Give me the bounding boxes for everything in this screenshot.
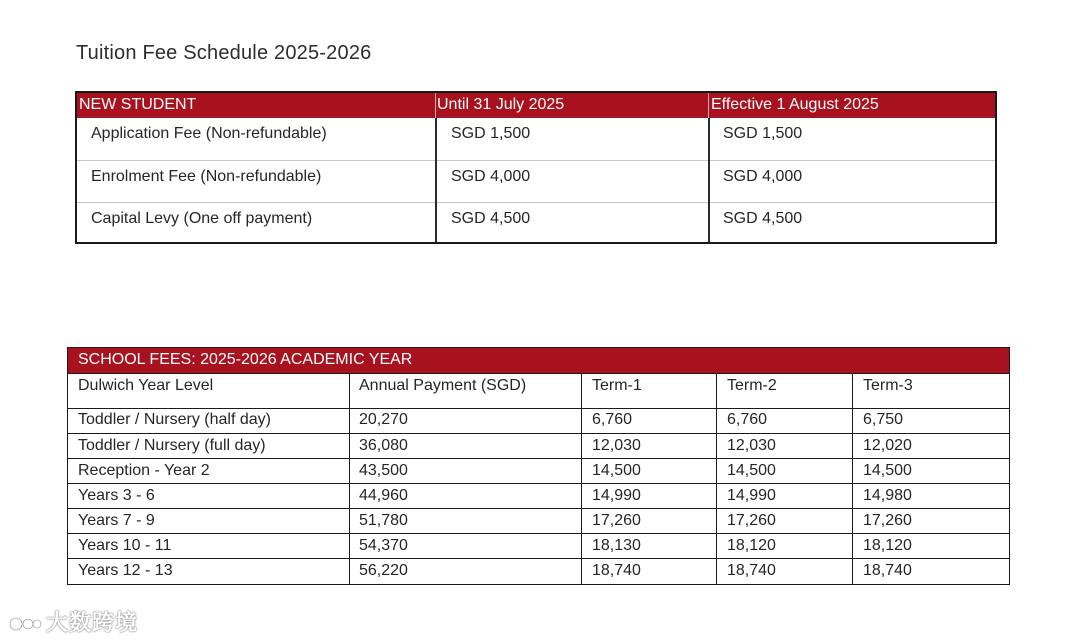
table-row [68, 433, 1009, 459]
table-row [77, 118, 995, 160]
table-row [68, 408, 1009, 433]
school-fees-table [67, 347, 1010, 585]
fee-effective-value: SGD 1,500 [723, 125, 803, 142]
table-row [68, 508, 1009, 534]
year-level-cell: Years 12 - 13 [78, 562, 173, 579]
term-3-cell: 17,260 [863, 512, 912, 529]
column-header-annual: Annual Payment (SGD) [359, 377, 527, 394]
term-1-cell: 6,760 [592, 411, 633, 428]
year-level-cell: Years 3 - 6 [78, 487, 155, 504]
term-3-cell: 14,980 [863, 487, 912, 504]
new-student-table [75, 91, 997, 244]
year-level-cell: Reception - Year 2 [78, 462, 210, 479]
term-1-cell: 14,500 [592, 462, 641, 479]
header-divider [708, 93, 709, 118]
fee-effective-value: SGD 4,000 [723, 168, 803, 185]
column-divider [349, 373, 350, 584]
fee-item-label: Enrolment Fee (Non-refundable) [91, 168, 322, 185]
term-1-cell: 12,030 [592, 437, 641, 454]
fee-item-label: Application Fee (Non-refundable) [91, 125, 327, 142]
school-fees-header [68, 348, 1009, 373]
header-divider [435, 93, 436, 118]
table-row [68, 558, 1009, 584]
watermark-text: 大数跨境 [46, 610, 139, 635]
year-level-cell: Years 10 - 11 [78, 537, 172, 554]
annual-cell: 44,960 [359, 487, 408, 504]
column-divider [708, 118, 710, 242]
column-divider [852, 373, 853, 584]
term-1-cell: 18,130 [592, 537, 641, 554]
term-2-cell: 18,120 [727, 537, 776, 554]
term-1-cell: 17,260 [592, 512, 641, 529]
term-2-cell: 6,760 [727, 411, 768, 428]
year-level-cell: Toddler / Nursery (half day) [78, 411, 271, 428]
column-header-term-2: Term-2 [727, 377, 777, 394]
fee-until-value: SGD 4,500 [451, 210, 531, 227]
year-level-cell: Toddler / Nursery (full day) [78, 437, 266, 454]
header-until-date: Until 31 July 2025 [437, 96, 565, 113]
column-divider [435, 118, 437, 242]
column-divider [716, 373, 717, 584]
term-3-cell: 14,500 [863, 462, 912, 479]
watermark [8, 606, 138, 637]
table-row [68, 533, 1009, 559]
document-title: Tuition Fee Schedule 2025-2026 [76, 42, 372, 64]
column-header-term-1: Term-1 [592, 377, 642, 394]
school-fees-column-headers [68, 373, 1009, 409]
term-3-cell: 18,120 [863, 537, 912, 554]
new-student-header-label: NEW STUDENT [79, 96, 197, 113]
term-2-cell: 12,030 [727, 437, 776, 454]
new-student-header-row [77, 93, 995, 118]
annual-cell: 43,500 [359, 462, 408, 479]
term-2-cell: 14,990 [727, 487, 776, 504]
school-fees-title: SCHOOL FEES: 2025-2026 ACADEMIC YEAR [78, 351, 413, 368]
term-1-cell: 14,990 [592, 487, 641, 504]
term-1-cell: 18,740 [592, 562, 641, 579]
term-2-cell: 14,500 [727, 462, 776, 479]
annual-cell: 36,080 [359, 437, 408, 454]
column-divider [581, 373, 582, 584]
annual-cell: 56,220 [359, 562, 408, 579]
header-effective-date: Effective 1 August 2025 [711, 96, 879, 113]
table-row [68, 458, 1009, 484]
term-2-cell: 17,260 [727, 512, 776, 529]
term-3-cell: 6,750 [863, 411, 904, 428]
annual-cell: 54,370 [359, 537, 408, 554]
watermark-logo-icon [8, 612, 42, 636]
fee-until-value: SGD 1,500 [451, 125, 531, 142]
term-2-cell: 18,740 [727, 562, 776, 579]
fee-until-value: SGD 4,000 [451, 168, 531, 185]
table-row [77, 202, 995, 245]
fee-effective-value: SGD 4,500 [723, 210, 803, 227]
table-row [68, 483, 1009, 509]
term-3-cell: 12,020 [863, 437, 912, 454]
term-3-cell: 18,740 [863, 562, 912, 579]
annual-cell: 51,780 [359, 512, 408, 529]
annual-cell: 20,270 [359, 411, 408, 428]
column-header-year-level: Dulwich Year Level [78, 377, 214, 394]
column-header-term-3: Term-3 [863, 377, 913, 394]
fee-item-label: Capital Levy (One off payment) [91, 210, 313, 227]
year-level-cell: Years 7 - 9 [78, 512, 155, 529]
table-row [77, 160, 995, 203]
